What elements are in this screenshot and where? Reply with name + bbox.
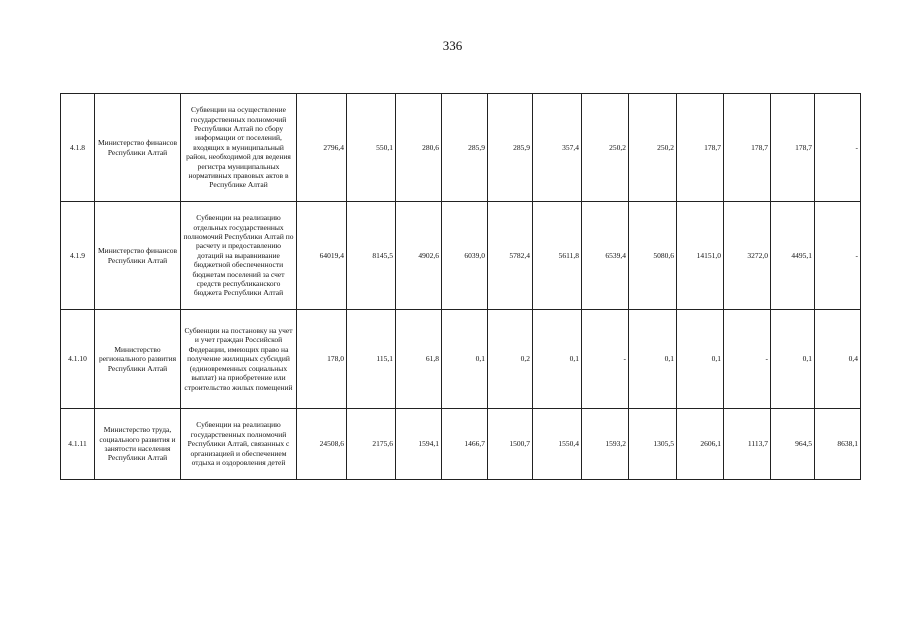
row-code: 4.1.10 (61, 310, 95, 409)
value-cell: 0,2 (488, 310, 533, 409)
row-description: Субвенции на реализацию государственных полномочий Республики Алтай, связанных с организацией и обеспечением отдыха и оздоровления детей (181, 409, 297, 480)
value-cell: 4902,6 (396, 202, 442, 310)
value-cell: 280,6 (396, 94, 442, 202)
value-cell: 1500,7 (488, 409, 533, 480)
budget-table (60, 93, 861, 480)
value-cell: - (724, 310, 771, 409)
row-code: 4.1.11 (61, 409, 95, 480)
row-organization: Министерство регионального развития Республики Алтай (95, 310, 181, 409)
table-row (61, 310, 861, 409)
value-cell: 178,7 (724, 94, 771, 202)
value-cell: 964,5 (771, 409, 815, 480)
value-cell: 1593,2 (582, 409, 629, 480)
row-code: 4.1.9 (61, 202, 95, 310)
value-cell: 5080,6 (629, 202, 677, 310)
value-cell: 8145,5 (347, 202, 396, 310)
value-cell: 285,9 (488, 94, 533, 202)
value-cell: 178,7 (771, 94, 815, 202)
value-cell: 2175,6 (347, 409, 396, 480)
row-organization: Министерство финансов Республики Алтай (95, 202, 181, 310)
value-cell: 3272,0 (724, 202, 771, 310)
table-row (61, 94, 861, 202)
row-organization: Министерство финансов Республики Алтай (95, 94, 181, 202)
value-cell: 4495,1 (771, 202, 815, 310)
value-cell: 0,1 (629, 310, 677, 409)
table-row (61, 409, 861, 480)
value-cell: - (815, 202, 861, 310)
value-cell: 178,7 (677, 94, 724, 202)
row-description: Субвенции на осуществление государственных полномочий Республики Алтай по сбору информации от поселений, входящих в муниципальный район, необходимой для ведения регистра муниципальных нормативных правовых актов в Республике Алтай (181, 94, 297, 202)
value-cell: 6539,4 (582, 202, 629, 310)
value-cell: 1594,1 (396, 409, 442, 480)
value-cell: 0,1 (533, 310, 582, 409)
value-cell: 0,1 (442, 310, 488, 409)
row-organization: Министерство труда, социального развития и занятости населения Республики Алтай (95, 409, 181, 480)
value-cell: 0,1 (677, 310, 724, 409)
value-cell: - (582, 310, 629, 409)
value-cell: 0,1 (771, 310, 815, 409)
value-cell: 5611,8 (533, 202, 582, 310)
value-cell: 178,0 (297, 310, 347, 409)
value-cell: 5782,4 (488, 202, 533, 310)
value-cell: 115,1 (347, 310, 396, 409)
value-cell: 2606,1 (677, 409, 724, 480)
page-number: 336 (442, 38, 463, 53)
value-cell: 250,2 (629, 94, 677, 202)
row-description: Субвенции на реализацию отдельных государственных полномочий Республики Алтай по расчету и предоставлению дотаций на выравнивание бюджетной обеспеченности бюджетам поселений за счет средств республиканского бюджета Республики Алтай (181, 202, 297, 310)
value-cell: 1466,7 (442, 409, 488, 480)
value-cell: 1550,4 (533, 409, 582, 480)
value-cell: 1305,5 (629, 409, 677, 480)
row-description: Субвенции на постановку на учет и учет граждан Российской Федерации, имеющих право на получение жилищных субсидий (единовременных социальных выплат) на приобретение или строительство жилых помещений (181, 310, 297, 409)
row-code: 4.1.8 (61, 94, 95, 202)
value-cell: 0,4 (815, 310, 861, 409)
value-cell: 250,2 (582, 94, 629, 202)
value-cell: 8638,1 (815, 409, 861, 480)
value-cell: 357,4 (533, 94, 582, 202)
value-cell: 61,8 (396, 310, 442, 409)
value-cell: 2796,4 (297, 94, 347, 202)
value-cell: 14151,0 (677, 202, 724, 310)
value-cell: - (815, 94, 861, 202)
value-cell: 6039,0 (442, 202, 488, 310)
value-cell: 285,9 (442, 94, 488, 202)
value-cell: 24508,6 (297, 409, 347, 480)
value-cell: 550,1 (347, 94, 396, 202)
value-cell: 64019,4 (297, 202, 347, 310)
table-row (61, 202, 861, 310)
value-cell: 1113,7 (724, 409, 771, 480)
